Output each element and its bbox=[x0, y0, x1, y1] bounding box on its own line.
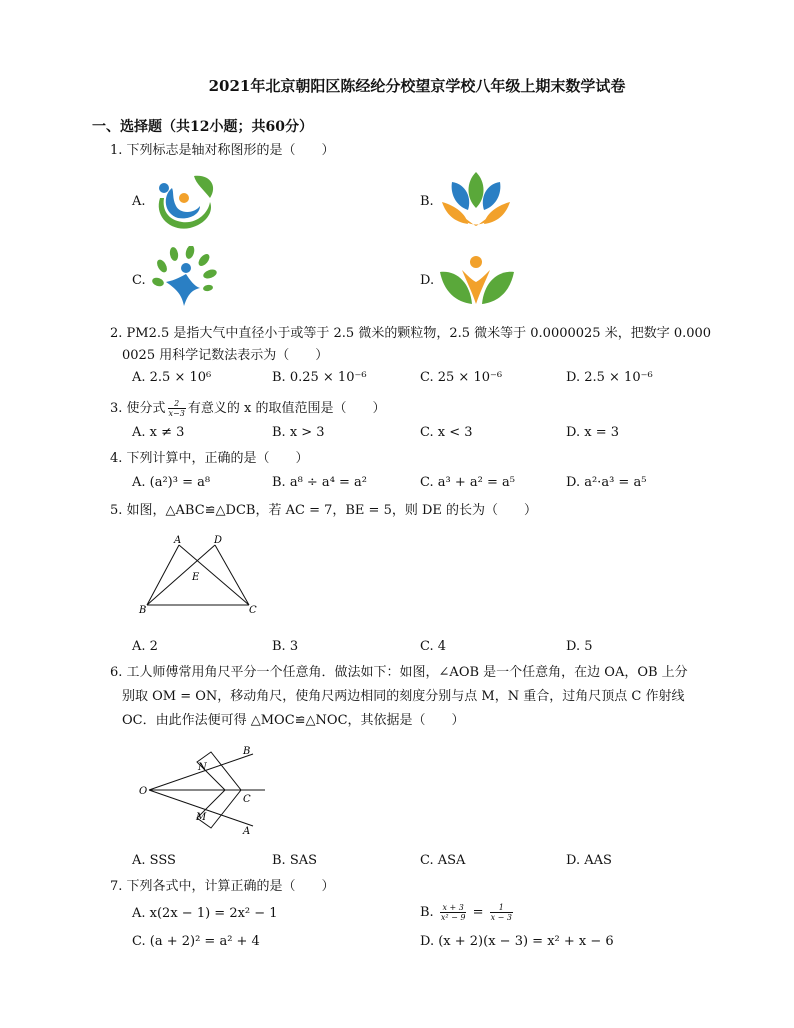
q1-label-b: B. bbox=[420, 194, 434, 209]
q3-stem-post: 有意义的 x 的取值范围是（ ） bbox=[187, 401, 386, 416]
logo-b-image bbox=[438, 168, 514, 230]
q2-stem-line2: 0025 用科学记数法表示为（ ） bbox=[122, 348, 329, 363]
logo-d-image bbox=[438, 252, 516, 308]
q3-frac-den: x−3 bbox=[168, 409, 185, 418]
q4-stem: 4. 下列计算中，正确的是（ ） bbox=[110, 451, 309, 466]
q2-option-b: B. 0.25 × 10⁻⁶ bbox=[272, 370, 367, 385]
q5-stem: 5. 如图，△ABC≌△DCB，若 AC = 7，BE = 5，则 DE 的长为（ ） bbox=[110, 503, 538, 518]
q5-option-a: A. 2 bbox=[132, 639, 158, 654]
q5-option-b: B. 3 bbox=[272, 639, 299, 654]
q7-b-den1: x² − 9 bbox=[440, 913, 466, 922]
q6-point-o: O bbox=[139, 786, 148, 797]
logo-a-image bbox=[150, 168, 220, 234]
q6-point-a: A bbox=[243, 826, 251, 836]
q5-triangle-diagram bbox=[135, 533, 265, 615]
q3-stem bbox=[110, 399, 385, 418]
q7-option-b-eq: = bbox=[472, 905, 484, 920]
q7-option-b-frac1 bbox=[440, 903, 467, 922]
q6-point-m: M bbox=[196, 812, 207, 823]
q1-label-a: A. bbox=[132, 194, 146, 209]
q1-stem: 1. 下列标志是轴对称图形的是（ ） bbox=[110, 143, 335, 158]
q3-option-c: C. x < 3 bbox=[420, 425, 473, 440]
q1-label-c: C. bbox=[132, 273, 146, 288]
q5-point-e: E bbox=[192, 572, 200, 583]
q2-option-d: D. 2.5 × 10⁻⁶ bbox=[566, 370, 653, 385]
q6-angle-ruler-diagram bbox=[135, 740, 275, 836]
q6-option-c: C. ASA bbox=[420, 853, 466, 868]
q6-point-c: C bbox=[243, 794, 251, 805]
q6-stem-line1: 6. 工人师傅常用角尺平分一个任意角．做法如下：如图，∠AOB 是一个任意角，在边 OA，OB 上分 bbox=[110, 665, 688, 680]
q3-option-a: A. x ≠ 3 bbox=[132, 425, 185, 440]
q7-option-d: D. (x + 2)(x − 3) = x² + x − 6 bbox=[420, 934, 614, 949]
q7-b-num1: x + 3 bbox=[440, 903, 467, 913]
logo-c-image bbox=[150, 246, 220, 312]
q2-option-a: A. 2.5 × 10⁶ bbox=[132, 370, 212, 385]
q4-option-a: A. (a²)³ = a⁸ bbox=[132, 475, 211, 490]
q4-option-b: B. a⁸ ÷ a⁴ = a² bbox=[272, 475, 368, 490]
q1-label-d: D. bbox=[420, 273, 435, 288]
q4-option-d: D. a²·a³ = a⁵ bbox=[566, 475, 647, 490]
q5-point-d: D bbox=[214, 535, 223, 546]
q7-option-c: C. (a + 2)² = a² + 4 bbox=[132, 934, 260, 949]
q3-frac-num: 2 bbox=[168, 399, 186, 409]
q2-stem-line1: 2. PM2.5 是指大气中直径小于或等于 2.5 微米的颗粒物，2.5 微米等于 0.0000025 米，把数字 0.000 bbox=[110, 326, 712, 341]
q3-option-d: D. x = 3 bbox=[566, 425, 619, 440]
q6-option-d: D. AAS bbox=[566, 853, 612, 868]
q7-option-b-label: B. bbox=[420, 905, 434, 920]
q4-option-c: C. a³ + a² = a⁵ bbox=[420, 475, 515, 490]
q3-stem-pre: 3. 使分式 bbox=[110, 401, 166, 416]
q6-option-a: A. SSS bbox=[132, 853, 176, 868]
q5-option-c: C. 4 bbox=[420, 639, 447, 654]
q7-option-b-frac2 bbox=[490, 903, 513, 922]
q5-point-a: A bbox=[174, 535, 182, 546]
q7-b-num2: 1 bbox=[490, 903, 513, 913]
q7-option-a: A. x(2x − 1) = 2x² − 1 bbox=[132, 906, 278, 921]
q5-point-c: C bbox=[249, 605, 257, 615]
q5-option-d: D. 5 bbox=[566, 639, 593, 654]
q6-point-b: B bbox=[243, 746, 251, 757]
section-heading: 一、选择题（共12小题；共60分） bbox=[92, 119, 313, 135]
q7-b-den2: x − 3 bbox=[490, 913, 513, 922]
q6-stem-line2: 别取 OM = ON，移动角尺，使角尺两边相同的刻度分别与点 M，N 重合，过角尺顶点 C 作射线 bbox=[122, 689, 685, 704]
q6-point-n: N bbox=[198, 762, 207, 773]
q6-stem-line3: OC．由此作法便可得 △MOC≌△NOC，其依据是（ ） bbox=[122, 713, 465, 728]
q3-fraction bbox=[168, 399, 186, 418]
page-title: 2021年北京朝阳区陈经纶分校望京学校八年级上期末数学试卷 bbox=[208, 77, 626, 95]
q7-stem: 7. 下列各式中，计算正确的是（ ） bbox=[110, 879, 335, 894]
q7-option-b bbox=[420, 903, 515, 922]
q3-option-b: B. x > 3 bbox=[272, 425, 325, 440]
q6-option-b: B. SAS bbox=[272, 853, 318, 868]
q5-point-b: B bbox=[139, 605, 147, 615]
q2-option-c: C. 25 × 10⁻⁶ bbox=[420, 370, 503, 385]
